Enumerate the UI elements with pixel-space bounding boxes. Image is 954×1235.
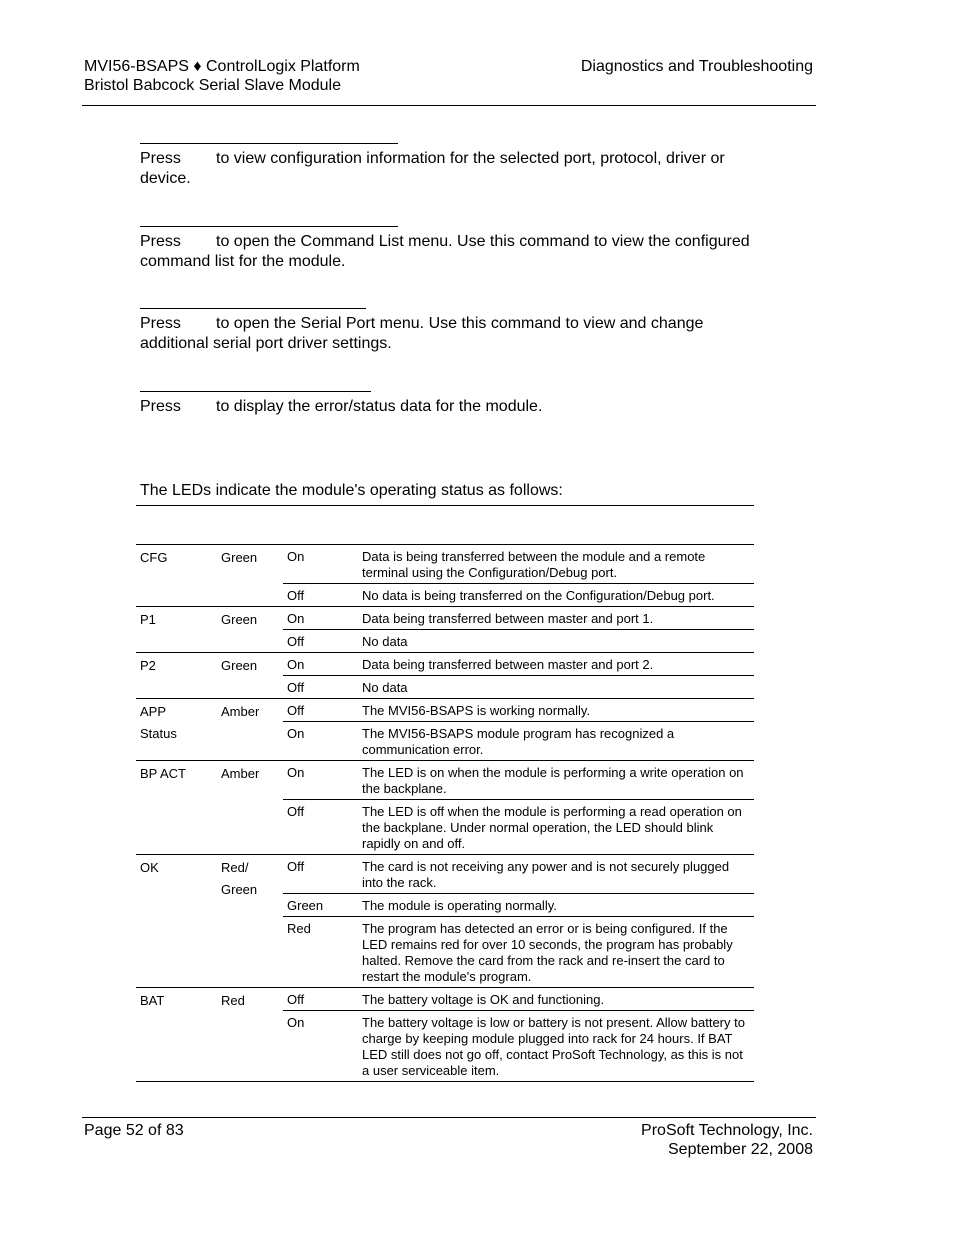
press-label: Press xyxy=(140,315,181,332)
led-indication: The card is not receiving any power and is not securely plugged into the rack. xyxy=(358,854,754,893)
heading-rule xyxy=(140,391,371,392)
led-status: Off xyxy=(283,698,358,721)
led-name: OK xyxy=(140,860,159,875)
heading-rule xyxy=(140,226,398,227)
led-table-row xyxy=(136,652,754,675)
led-status: Off xyxy=(283,987,358,1010)
led-indication: No data xyxy=(358,675,754,698)
led-color-cell xyxy=(217,760,283,854)
led-color: Red/ xyxy=(221,860,249,875)
led-name-cell xyxy=(136,760,217,854)
led-name-cell xyxy=(136,698,217,760)
led-name-cell xyxy=(136,854,217,987)
led-name: APP xyxy=(140,704,167,719)
led-color-cell xyxy=(217,987,283,1082)
page-number: Page 52 of 83 xyxy=(84,1122,184,1139)
publish-date: September 22, 2008 xyxy=(668,1141,813,1158)
led-table-row xyxy=(136,698,754,721)
led-indication: The battery voltage is low or battery is not present. Allow battery to charge by keeping module plugged into rack for 24 hours. If BAT LED still does not go off, contact ProSoft Technology, as this is not a user serviceable item. xyxy=(358,1010,754,1082)
led-indication: The program has detected an error or is being configured. If the LED remains red for over 10 seconds, the program has probably halted. Remove the card from the rack and re-insert the card to restart the module's program. xyxy=(358,916,754,987)
led-table-row xyxy=(136,606,754,629)
led-name-cell xyxy=(136,606,217,652)
led-color-cell xyxy=(217,698,283,760)
led-table-caption-rule xyxy=(136,505,754,506)
header-rule xyxy=(82,105,816,106)
led-table-row xyxy=(136,544,754,583)
led-color: Green xyxy=(221,658,258,673)
led-indication: The LED is on when the module is performing a write operation on the backplane. xyxy=(358,760,754,799)
led-name: P2 xyxy=(140,658,156,673)
led-color: Red xyxy=(221,993,245,1008)
led-indication: No data is being transferred on the Configuration/Debug port. xyxy=(358,583,754,606)
footer-rule xyxy=(82,1117,816,1118)
led-table-row xyxy=(136,987,754,1010)
led-indication: The battery voltage is OK and functioning. xyxy=(358,987,754,1010)
led-name-cell xyxy=(136,987,217,1082)
led-color-cell xyxy=(217,652,283,698)
led-name: CFG xyxy=(140,550,168,565)
command-description: to open the Command List menu. Use this command to view the configured command list for the module. xyxy=(140,233,750,270)
led-name: BAT xyxy=(140,993,165,1008)
led-name-line2: Status xyxy=(140,726,177,741)
led-status: On xyxy=(283,606,358,629)
led-table-row xyxy=(136,760,754,799)
led-name: BP ACT xyxy=(140,766,187,781)
header-title-line2: Bristol Babcock Serial Slave Module xyxy=(84,77,342,94)
led-status: Off xyxy=(283,799,358,854)
company-name: ProSoft Technology, Inc. xyxy=(641,1122,813,1139)
led-name-cell xyxy=(136,544,217,606)
led-status: Red xyxy=(283,916,358,987)
led-indication: Data is being transferred between the module and a remote terminal using the Configuration/Debug port. xyxy=(358,544,754,583)
heading-rule xyxy=(140,143,398,144)
led-table-row xyxy=(136,854,754,893)
header-title xyxy=(84,57,360,95)
led-status: On xyxy=(283,1010,358,1082)
led-indication: The MVI56-BSAPS module program has recognized a communication error. xyxy=(358,721,754,760)
command-description: to open the Serial Port menu. Use this command to view and change additional serial port driver settings. xyxy=(140,315,704,352)
led-color: Amber xyxy=(221,766,260,781)
press-label: Press xyxy=(140,398,181,415)
led-status: Off xyxy=(283,675,358,698)
led-color: Amber xyxy=(221,704,260,719)
led-status: On xyxy=(283,652,358,675)
led-name: P1 xyxy=(140,612,156,627)
led-status: Off xyxy=(283,629,358,652)
led-indication: No data xyxy=(358,629,754,652)
led-indication: Data being transferred between master and port 1. xyxy=(358,606,754,629)
led-intro: The LEDs indicate the module's operating status as follows: xyxy=(140,482,563,499)
press-label: Press xyxy=(140,233,181,250)
led-status-table xyxy=(136,544,754,1082)
led-indication: The MVI56-BSAPS is working normally. xyxy=(358,698,754,721)
led-color-line2: Green xyxy=(221,882,258,897)
led-color-cell xyxy=(217,544,283,606)
led-status: Off xyxy=(283,854,358,893)
header-title-line1: MVI56-BSAPS ♦ ControlLogix Platform xyxy=(84,58,360,75)
header-section: Diagnostics and Troubleshooting xyxy=(580,58,813,75)
led-color: Green xyxy=(221,612,258,627)
led-status: Green xyxy=(283,893,358,916)
led-indication: The module is operating normally. xyxy=(358,893,754,916)
led-color-cell xyxy=(217,606,283,652)
led-indication: The LED is off when the module is performing a read operation on the backplane. Under normal operation, the LED should blink rapidly on and off. xyxy=(358,799,754,854)
led-color-cell xyxy=(217,854,283,987)
press-label: Press xyxy=(140,150,181,167)
led-indication: Data being transferred between master and port 2. xyxy=(358,652,754,675)
footer-company xyxy=(641,1121,813,1159)
led-status: On xyxy=(283,544,358,583)
led-status: On xyxy=(283,721,358,760)
led-status: On xyxy=(283,760,358,799)
led-status: Off xyxy=(283,583,358,606)
command-description: to view configuration information for the selected port, protocol, driver or device. xyxy=(140,150,725,187)
led-color: Green xyxy=(221,550,258,565)
led-name-cell xyxy=(136,652,217,698)
command-description: to display the error/status data for the module. xyxy=(216,398,543,415)
heading-rule xyxy=(140,308,366,309)
